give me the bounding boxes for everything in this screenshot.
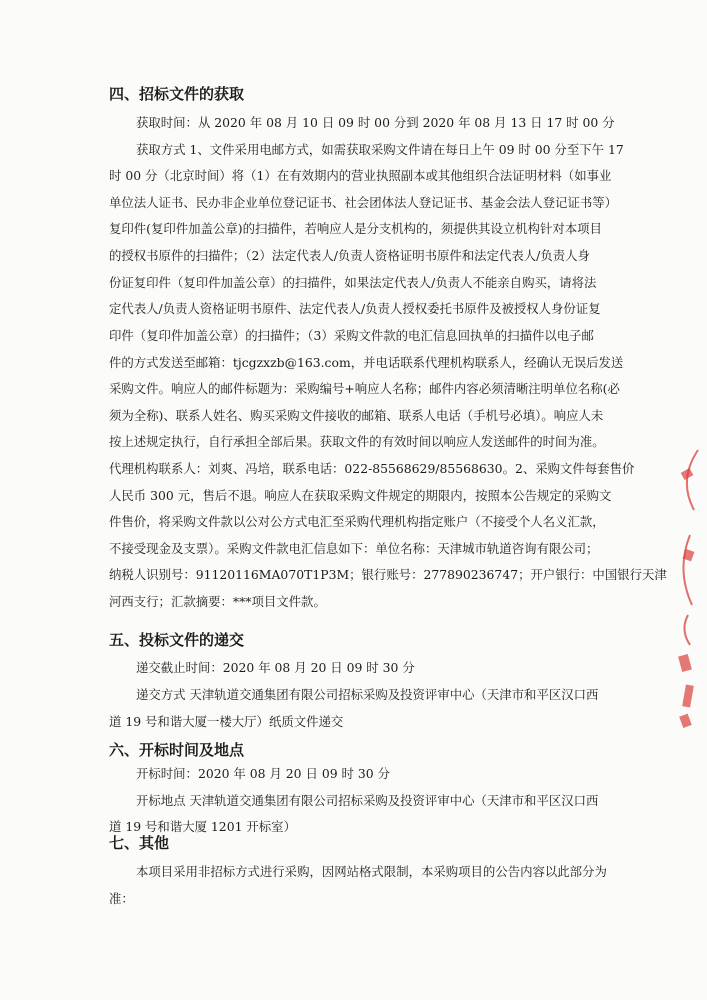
body-line: 件的方式发送至邮箱：tjcgzxzb@163.com，并电话联系代理机构联系人，经确认无误后发送 [109, 355, 624, 370]
body-line: 采购文件。响应人的邮件标题为：采购编号+响应人名称；邮件内容必须清晰注明单位名称(必 [109, 381, 620, 396]
body-line: 的授权书原件的扫描件；（2）法定代表人/负责人资格证明书原件和法定代表人/负责人身 [109, 248, 590, 263]
submission-deadline: 递交截止时间：2020 年 08 月 20 日 09 时 30 分 [136, 660, 415, 675]
body-line: 本项目采用非招标方式进行采购，因网站格式限制，本采购项目的公告内容以此部分为 [136, 864, 607, 879]
section-7-heading: 七、其他 [109, 834, 170, 852]
body-line: 道 19 号和谐大厦一楼大厅）纸质文件递交 [109, 714, 344, 729]
body-line: 准： [109, 891, 134, 906]
body-line: 须为全称)、联系人姓名、购买采购文件接收的邮箱、联系人电话（手机号必填）。响应人未 [109, 408, 604, 423]
body-line: 按上述规定执行，自行承担全部后果。获取文件的有效时间以响应人发送邮件的时间为准。 [109, 434, 605, 449]
body-line: 人民币 300 元，售后不退。响应人在获取采购文件规定的期限内，按照本公告规定的采购文 [109, 488, 612, 503]
section-4-heading: 四、招标文件的获取 [109, 85, 245, 103]
body-line: 复印件(复印件加盖公章)的扫描件，若响应人是分支机构的，须提供其设立机构针对本项目 [109, 221, 602, 236]
acquisition-time: 获取时间：从 2020 年 08 月 10 日 09 时 00 分到 2020 年 08 月 13 日 17 时 00 分 [136, 115, 615, 130]
body-line: 代理机构联系人：刘爽、冯培，联系电话：022-85568629/85568630。2、采购文件每套售价 [109, 461, 635, 476]
opening-location: 开标地点 天津轨道交通集团有限公司招标采购及投资评审中心（天津市和平区汉口西 [136, 793, 599, 808]
body-line: 纳税人识别号：91120116MA070T1P3M；银行账号：277890236747；开户银行：中国银行天津 [109, 567, 667, 582]
body-line: 印件（复印件加盖公章）的扫描件；（3）采购文件款的电汇信息回执单的扫描件以电子邮 [109, 328, 594, 343]
submission-method: 递交方式 天津轨道交通集团有限公司招标采购及投资评审中心（天津市和平区汉口西 [136, 687, 599, 702]
body-line: 定代表人/负责人资格证明书原件、法定代表人/负责人授权委托书原件及被授权人身份证复 [109, 301, 601, 316]
section-5-heading: 五、投标文件的递交 [109, 631, 245, 649]
body-line: 单位法人证书、民办非企业单位登记证书、社会团体法人登记证书、基金会法人登记证书等） [109, 195, 618, 210]
body-line: 道 19 号和谐大厦 1201 开标室） [109, 819, 296, 834]
opening-time: 开标时间：2020 年 08 月 20 日 09 时 30 分 [136, 766, 390, 781]
body-line: 时 00 分（北京时间）将（1）在有效期内的营业执照副本或其他组织合法证明材料（如事业 [109, 168, 612, 183]
body-line: 河西支行；汇款摘要：***项目文件款。 [109, 594, 326, 609]
body-line: 获取方式 1、文件采用电邮方式，如需获取采购文件请在每日上午 09 时 00 分至下午 17 [136, 142, 624, 157]
body-line: 件售价，将采购文件款以公对公方式电汇至采购代理机构指定账户（不接受个人名义汇款， [109, 514, 605, 529]
section-6-heading: 六、开标时间及地点 [109, 741, 245, 759]
body-line: 不接受现金及支票）。采购文件款电汇信息如下：单位名称：天津城市轨道咨询有限公司； [109, 541, 599, 556]
body-line: 份证复印件（复印件加盖公章）的扫描件，如果法定代表人/负责人不能亲自购买，请将法 [109, 275, 597, 290]
red-seal-stamp [668, 440, 707, 750]
